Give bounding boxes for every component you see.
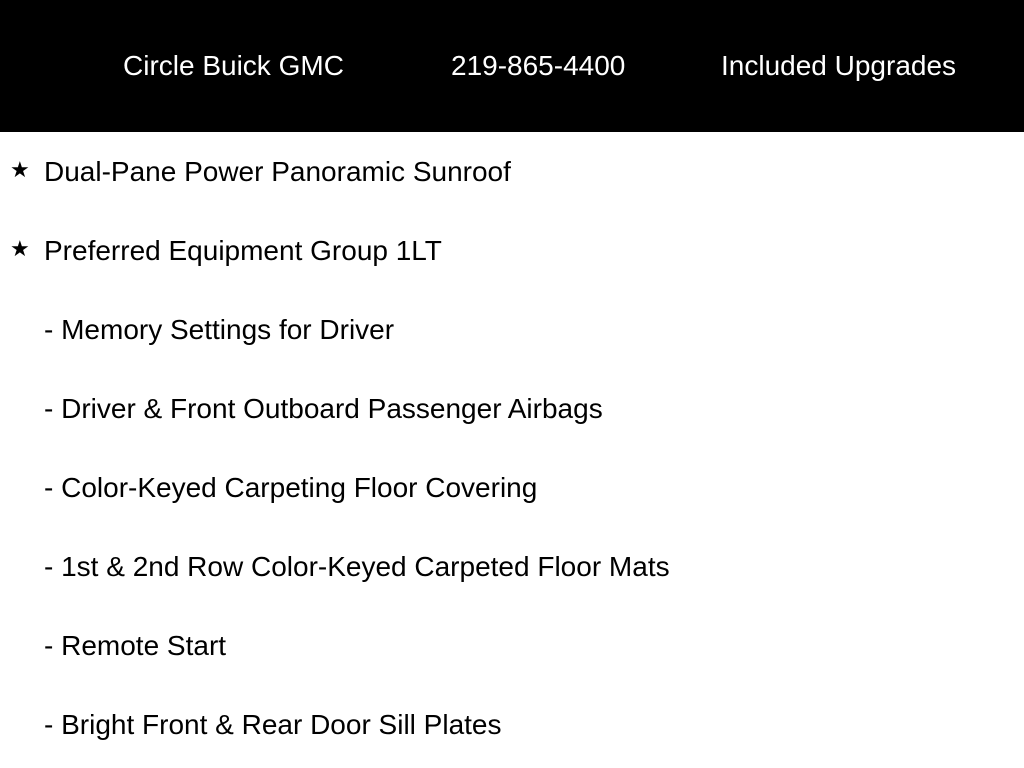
list-item-text: - 1st & 2nd Row Color-Keyed Carpeted Floor Mats [44, 551, 670, 582]
list-item-text: - Color-Keyed Carpeting Floor Covering [44, 472, 538, 503]
list-item-text: - Driver & Front Outboard Passenger Airbags [44, 393, 603, 424]
star-icon: ★ [10, 236, 30, 261]
section-title: Included Upgrades [721, 50, 957, 81]
dealer-phone: 219-865-4400 [451, 50, 626, 81]
upgrades-list [0, 132, 1024, 768]
list-item-text: Dual-Pane Power Panoramic Sunroof [44, 156, 511, 187]
list-item-text: Preferred Equipment Group 1LT [44, 235, 442, 266]
star-icon: ★ [10, 157, 30, 182]
list-item-text: - Remote Start [44, 630, 227, 661]
list-item-text: - Memory Settings for Driver [44, 314, 395, 345]
header-bar [0, 0, 1024, 132]
list-item-text: - Bright Front & Rear Door Sill Plates [44, 709, 502, 740]
dealer-name: Circle Buick GMC [123, 50, 344, 81]
